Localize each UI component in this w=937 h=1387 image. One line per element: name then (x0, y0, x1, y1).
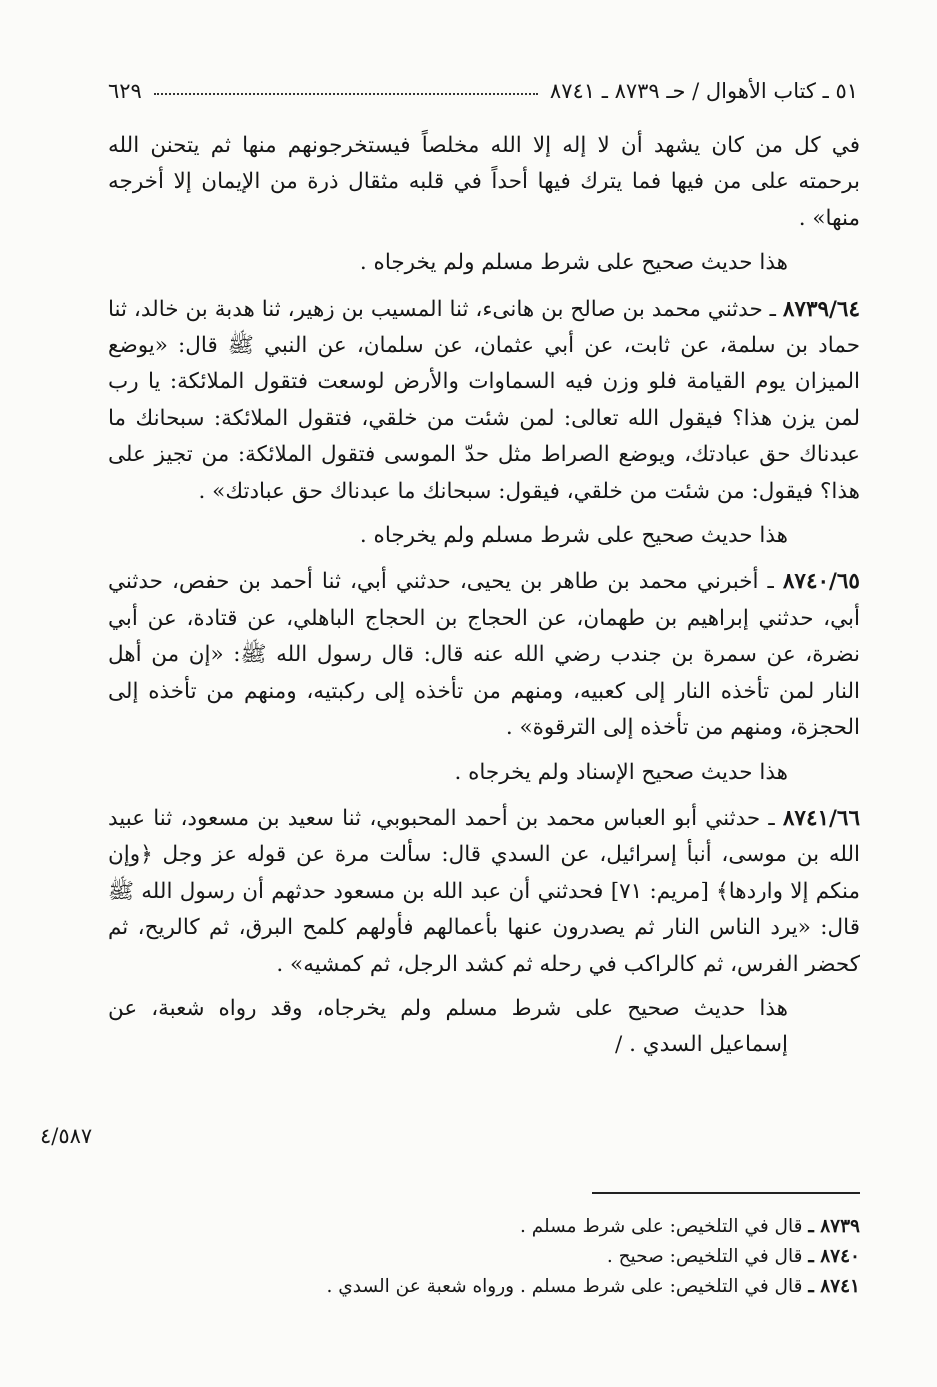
main-text (108, 128, 860, 1074)
continuation-paragraph: في كل من كان يشهد أن لا إله إلا الله مخلصاً فيستخرجونهم منها ثم يتحنن الله برحمته على من فيها فما يترك فيها أحداً في قلبه مثقال ذرة من الإيمان إلا أخرجه منها» . (108, 133, 860, 231)
footnote (108, 1212, 860, 1242)
footnote (108, 1272, 860, 1302)
footnote (108, 1242, 860, 1272)
grading-statement: هذا حديث صحيح على شرط مسلم ولم يخرجاه . (359, 250, 788, 276)
hadith-paragraph (108, 564, 860, 746)
page-number: ٦٢٩ (108, 79, 142, 103)
footnotes (108, 1212, 860, 1302)
grading-statement: هذا حديث صحيح على شرط مسلم ولم يخرجاه . (359, 523, 788, 549)
header-leader-dots (154, 93, 538, 95)
running-header (108, 76, 858, 106)
footnote-text: قال في التلخيص: على شرط مسلم . ورواه شعبة عن السدي . (326, 1276, 803, 1297)
footnote-number: ٨٧٤٠ ـ (808, 1246, 860, 1267)
footnote-number: ٨٧٤١ ـ (808, 1276, 860, 1297)
hadith-number: ٨٧٤١/٦٦ (782, 805, 860, 831)
hadith-paragraph (108, 801, 860, 983)
footnote-number: ٨٧٣٩ ـ (808, 1216, 860, 1237)
footnote-text: قال في التلخيص: صحيح . (606, 1246, 803, 1267)
hadith-text: ـ حدثني محمد بن صالح بن هانىء، ثنا المسيب بن زهير، ثنا هدبة بن خالد، ثنا حماد بن سلمة، عن ثابت، عن أبي عثمان، عن سلمان، عن النبي ﷺ قال: «يوضع الميزان يوم القيامة فلو وزن فيه السماوات والأرض لوسعت فتقول الملائكة: يا رب لمن يزن هذا؟ فيقول الله تعالى: لمن شئت من خلقي، فتقول الملائكة: سبحانك ما عبدناك حق عبادتك، ويوضع الصراط مثل حدّ الموسى فتقول الملائكة: من تجيز على هذا؟ فيقول: من شئت من خلقي، فيقول: سبحانك ما عبدناك حق عبادتك» . (108, 296, 860, 504)
grading-statement: هذا حديث صحيح الإسناد ولم يخرجاه . (454, 759, 788, 785)
hadith-number: ٨٧٤٠/٦٥ (782, 569, 860, 595)
hadith-text: ـ أخبرني محمد بن طاهر بن يحيى، حدثني أبي، ثنا أحمد بن حفص، حدثني أبي، حدثني إبراهيم بن طهمان، عن الحجاج بن الحجاج الباهلي، عن قتادة، عن أبي نضرة، عن سمرة بن جندب رضي الله عنه قال: قال رسول الله ﷺ: «إن من أهل النار لمن تأخذه النار إلى كعبيه، ومنهم من تأخذه إلى ركبتيه، ومنهم من تأخذه إلى الحجزة، ومنهم من تأخذه إلى الترقوة» . (108, 569, 860, 741)
grading-statement: هذا حديث صحيح على شرط مسلم ولم يخرجاه، وقد رواه شعبة، عن إسماعيل السدي . / (108, 995, 788, 1058)
footnote-separator (592, 1192, 860, 1194)
hadith-number: ٨٧٣٩/٦٤ (782, 296, 860, 322)
hadith-paragraph (108, 292, 860, 510)
footnote-text: قال في التلخيص: على شرط مسلم . (519, 1216, 803, 1237)
margin-reference: ٤/٥٨٧ (40, 1124, 93, 1148)
hadith-text: ـ حدثني أبو العباس محمد بن أحمد المحبوبي، ثنا سعيد بن مسعود، ثنا عبيد الله بن موسى، أنبأ إسرائيل، عن السدي قال: سألت مرة عن قوله عز وجل ﴿وإن منكم إلا واردها﴾ [مريم: ٧١] فحدثني أن عبد الله بن مسعود حدثهم أن رسول الله ﷺ قال: «يرد الناس النار ثم يصدرون عنها بأعمالهم فأولهم كلمح البرق، ثم كالريح، ثم كحضر الفرس، ثم كالراكب في رحله ثم كشد الرجل، ثم كمشيه» . (108, 805, 860, 977)
chapter-title: ٥١ ـ كتاب الأهوال / حـ ٨٧٣٩ ـ ٨٧٤١ (549, 79, 858, 103)
